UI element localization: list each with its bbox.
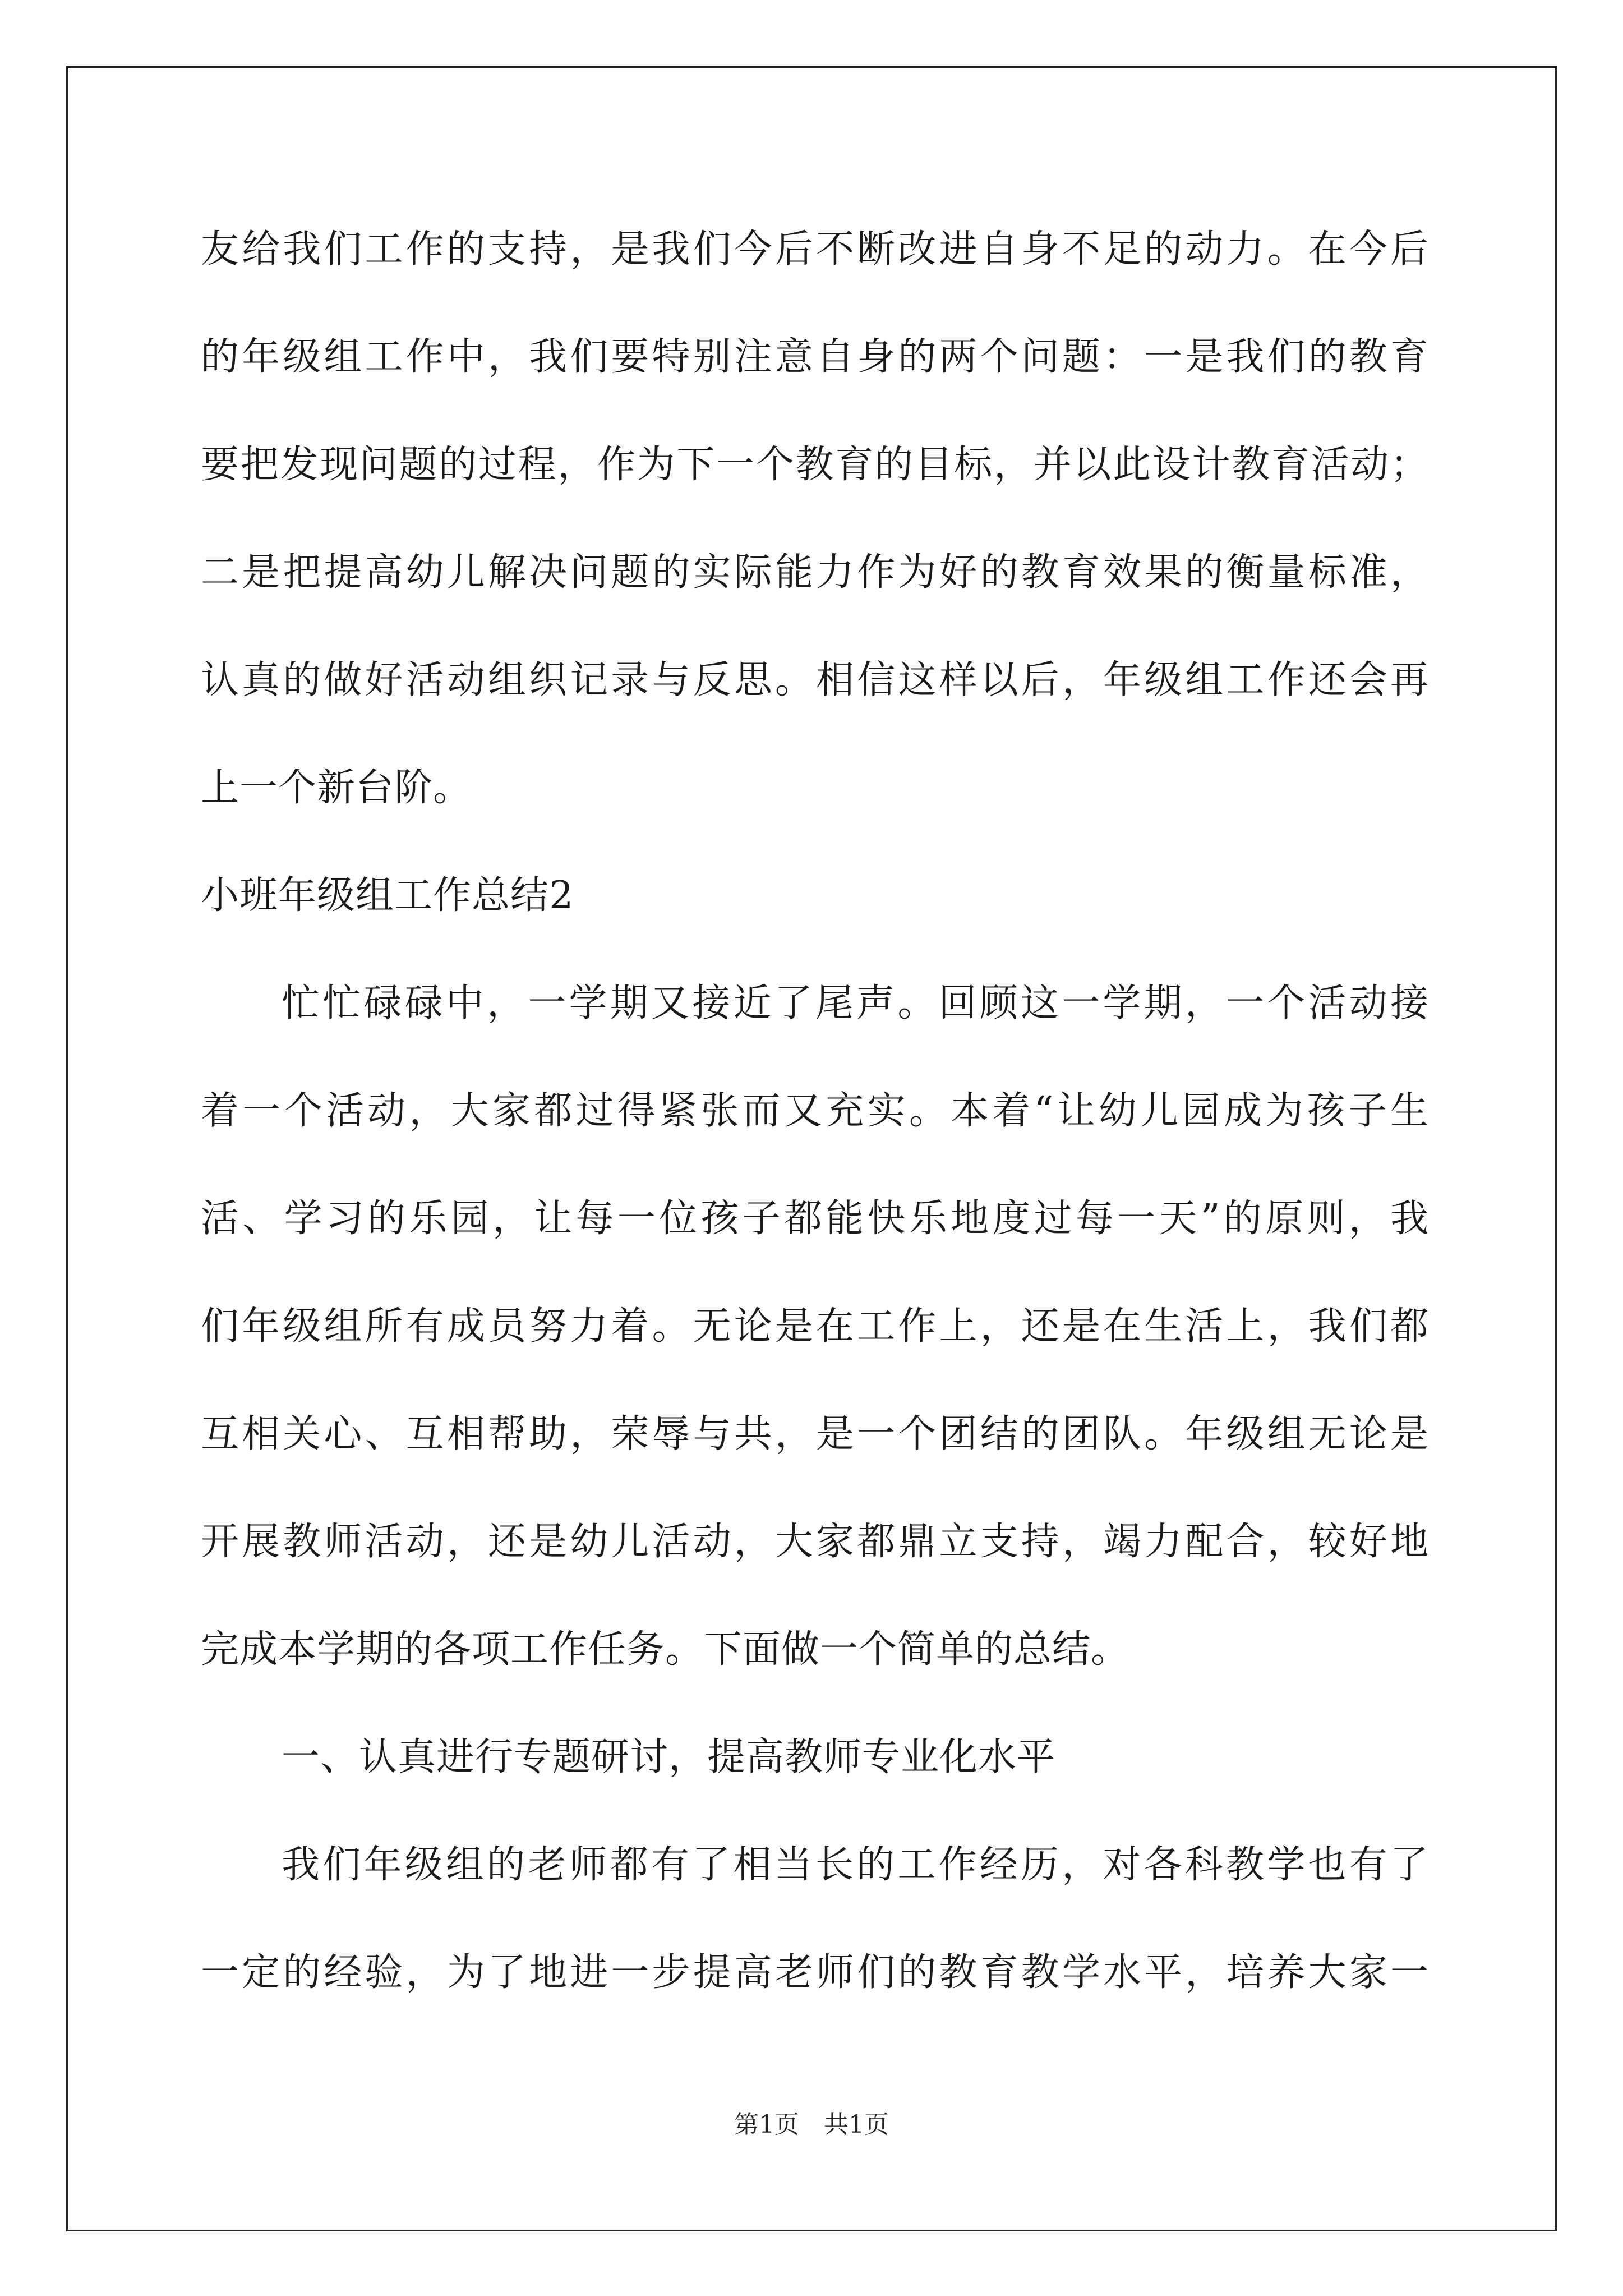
body-text-line: 友给我们工作的支持，是我们今后不断改进自身不足的动力。在今后 (201, 227, 1429, 272)
body-text-line: 互相关心、互相帮助，荣辱与共，是一个团结的团队。年级组无论是 (201, 1412, 1429, 1456)
body-text-line: 开展教师活动，还是幼儿活动，大家都鼎立支持，竭力配合，较好地 (201, 1520, 1429, 1564)
page-footer: 第1页 共1页 (734, 2110, 889, 2139)
subsection-heading: 一、认真进行专题研讨，提高教师专业化水平 (282, 1735, 1056, 1779)
body-text-line: 二是把提高幼儿解决问题的实际能力作为好的教育效果的衡量标准， (201, 550, 1429, 595)
body-text-line: 上一个新台阶。 (201, 766, 472, 810)
body-text-line: 认真的做好活动组织记录与反思。相信这样以后，年级组工作还会再 (201, 658, 1429, 702)
body-text-line: 一定的经验，为了地进一步提高老师们的教育教学水平，培养大家一 (201, 1950, 1429, 1995)
section-heading: 小班年级组工作总结2 (201, 873, 574, 918)
body-text-line: 们年级组所有成员努力着。无论是在工作上，还是在生活上，我们都 (201, 1304, 1429, 1349)
body-text-line: 完成本学期的各项工作任务。下面做一个简单的总结。 (201, 1627, 1130, 1672)
body-text-line: 活、学习的乐园，让每一位孩子都能快乐地度过每一天”的原则，我 (201, 1197, 1429, 1241)
body-text-line: 要把发现问题的过程，作为下一个教育的目标，并以此设计教育活动； (201, 443, 1429, 487)
page-border (66, 66, 1557, 2231)
body-text-line: 着一个活动，大家都过得紧张而又充实。本着“让幼儿园成为孩子生 (201, 1089, 1429, 1133)
body-text-line: 的年级组工作中，我们要特别注意自身的两个问题：一是我们的教育 (201, 335, 1429, 379)
paragraph-first-line: 我们年级组的老师都有了相当长的工作经历，对各科教学也有了 (282, 1843, 1429, 1887)
paragraph-first-line: 忙忙碌碌中，一学期又接近了尾声。回顾这一学期，一个活动接 (282, 981, 1429, 1025)
